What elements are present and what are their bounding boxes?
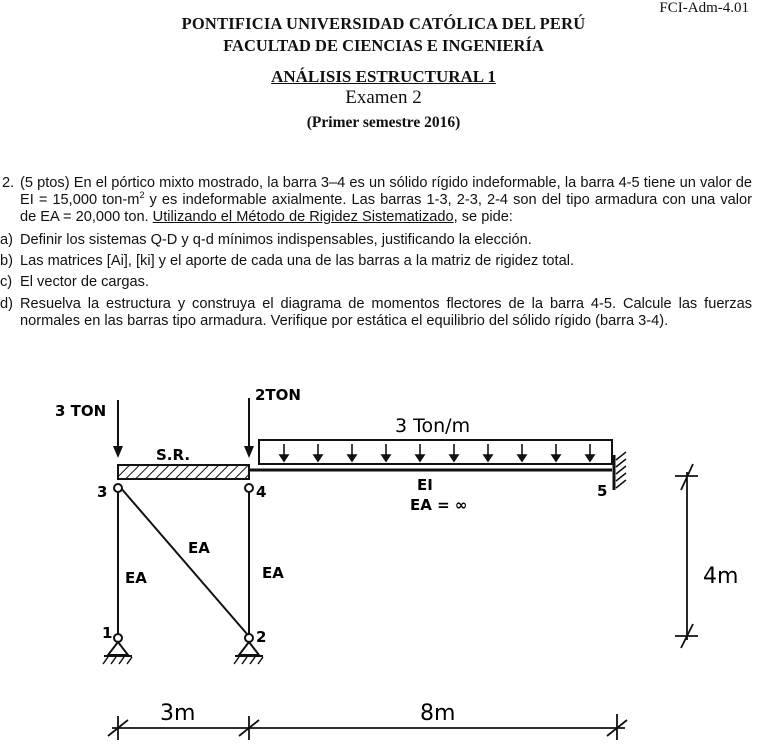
load-left-label: 3 TON — [55, 402, 107, 420]
intro-part-c: , se pide: — [453, 209, 513, 226]
node-1-label: 1 — [102, 624, 113, 642]
item-text: El vector de cargas. — [20, 274, 149, 291]
faculty-name: FACULTAD DE CIENCIAS E INGENIERÍA — [223, 36, 544, 55]
bar-2-3 — [120, 487, 247, 634]
distributed-load-box — [259, 440, 612, 464]
rigid-bar-3-4 — [118, 465, 249, 479]
problem-number: 2. — [2, 175, 15, 191]
pin-support-1 — [103, 642, 132, 664]
university-name: PONTIFICIA UNIVERSIDAD CATÓLICA DEL PERÚ — [181, 14, 586, 33]
form-code: FCI-Adm-4.01 — [659, 0, 749, 16]
height-dimension — [675, 464, 698, 648]
intro-part-b: y es indeformable axialmente. Las barras 1-3, 2-3, 2-4 son del tipo armadura con una valor de EA = 20,000 ton. — [20, 192, 752, 226]
hinge-3 — [114, 484, 122, 492]
point-load-mid — [244, 398, 254, 458]
height-label: 4m — [703, 564, 739, 589]
span-left-label: 3m — [160, 701, 196, 726]
bar-13-label: EA — [125, 569, 147, 587]
point-load-left — [113, 400, 123, 458]
distributed-load-label: 3 Ton/m — [395, 415, 471, 437]
node-5-label: 5 — [597, 482, 608, 500]
node-4-label: 4 — [256, 483, 267, 501]
item-letter: d) — [0, 295, 13, 312]
intro-superscript: 2 — [139, 190, 145, 201]
exam-title: Examen 2 — [345, 87, 422, 108]
item-text: Definir los sistemas Q-D y q-d mínimos indispensables, justificando la elección. — [20, 232, 532, 248]
item-letter: b) — [0, 253, 13, 270]
item-text: Resuelva la estructura y construya el diagrama de momentos flectores de la barra 4-5. Calcule las fuerzas normales en las barras tipo armadura. Verifique por estática el equilibrio del sólido rígido (barra 3-4). — [20, 295, 752, 329]
item-text: Las matrices [Ai], [ki] y el aporte de cada una de las barras a la matriz de rigidez total. — [20, 253, 575, 270]
method-name: Utilizando el Método de Rigidez Sistematizado — [152, 209, 454, 226]
load-mid-label: 2TON — [255, 386, 301, 404]
item-letter: c) — [0, 274, 13, 291]
node-2-label: 2 — [256, 628, 267, 646]
fixed-support-5 — [614, 452, 626, 490]
bar-24-label: EA — [262, 564, 284, 582]
beam-ei-label: EI — [417, 476, 433, 494]
bar-23-label: EA — [188, 539, 210, 557]
distributed-load-arrows — [280, 444, 594, 461]
semester-label: (Primer semestre 2016) — [306, 114, 461, 131]
intro-part-a: (5 ptos) En el pórtico mixto mostrado, la barra 3–4 es un sólido rígido indeformable, la barra 4-5 tiene un valor de EI = 15,000 ton-m — [20, 175, 752, 209]
node-3-label: 3 — [97, 483, 108, 501]
rigid-label: S.R. — [156, 446, 191, 464]
beam-ea-label: EA = ∞ — [410, 496, 468, 514]
span-right-label: 8m — [420, 701, 456, 726]
hinge-4 — [245, 484, 253, 492]
course-title: ANÁLISIS ESTRUCTURAL 1 — [271, 67, 496, 86]
item-letter: a) — [0, 232, 13, 248]
